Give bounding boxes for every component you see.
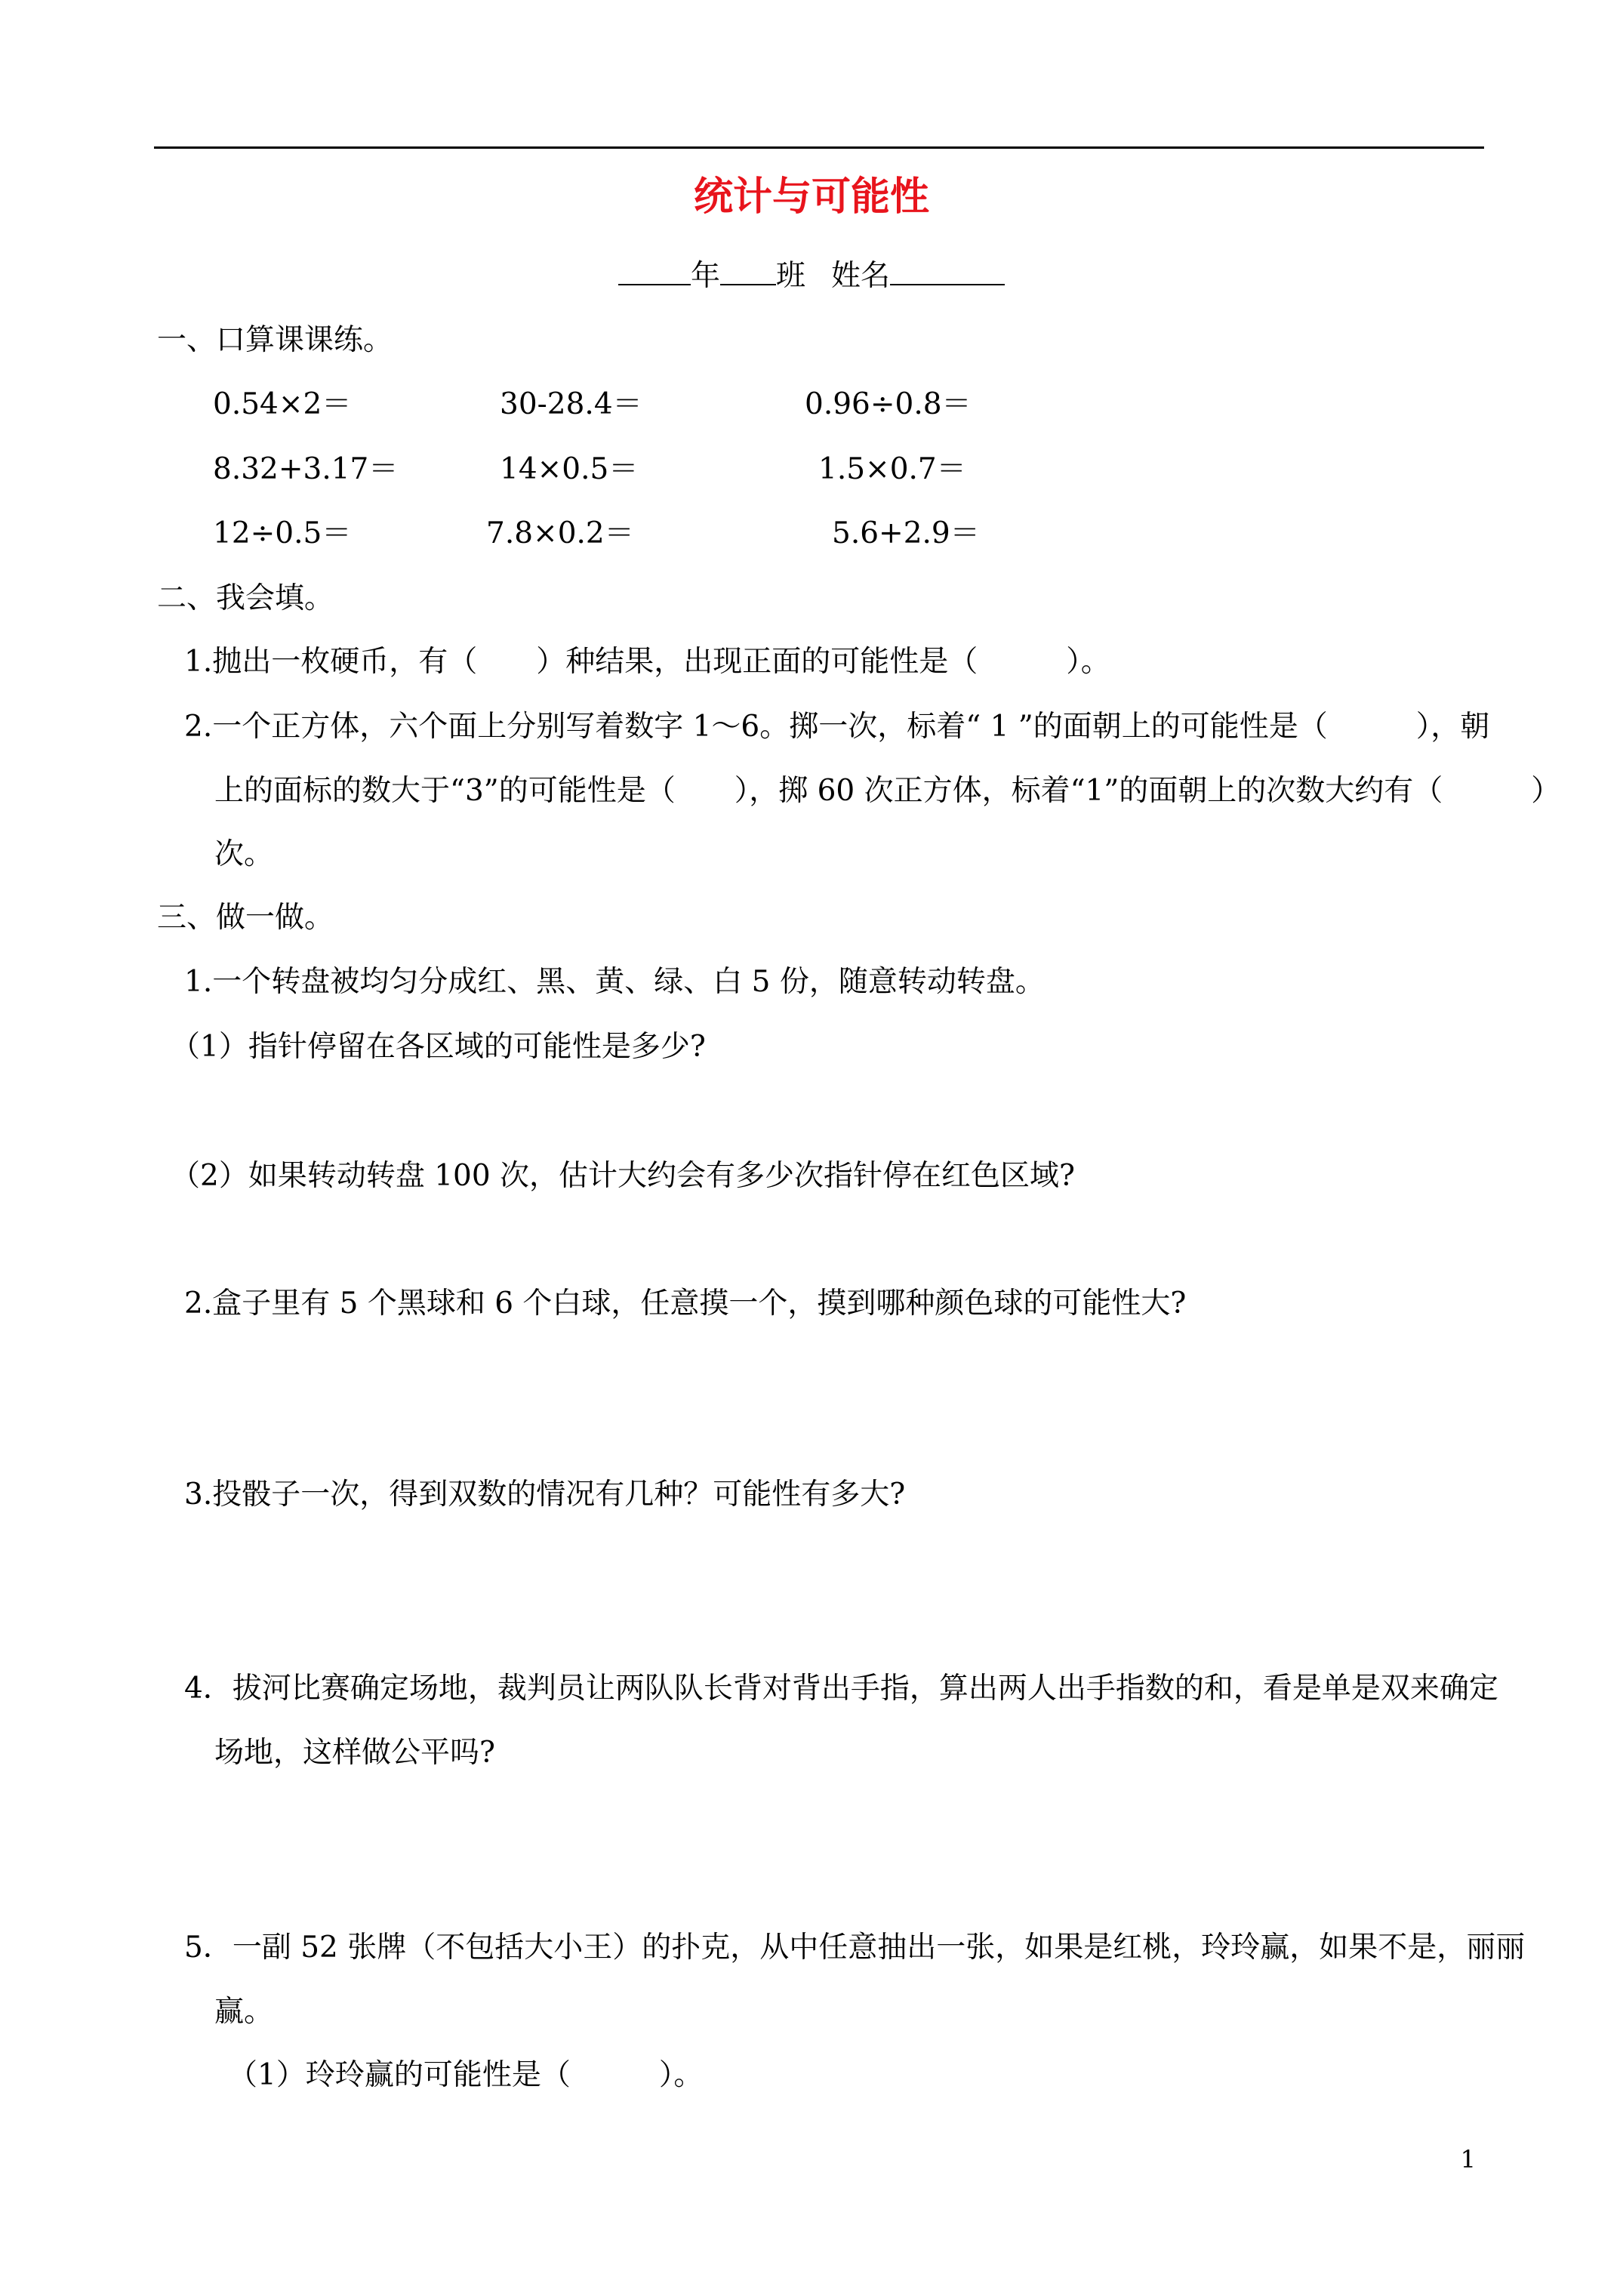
- student-info-line: [0, 255, 1623, 295]
- question-3-5-line2: 赢。: [214, 1995, 274, 2029]
- question-3-4-line1: 4．拔河比赛确定场地，裁判员让两队队长背对背出手指，算出两人出手指数的和，看是单是双来确定: [184, 1672, 1498, 1706]
- question-3-3: 3.投骰子一次，得到双数的情况有几种？可能性有多大?: [184, 1478, 906, 1512]
- calc-item: 7.8×0.2＝: [486, 516, 634, 550]
- question-3-2: 2.盒子里有 5 个黑球和 6 个白球，任意摸一个，摸到哪种颜色球的可能性大?: [184, 1287, 1187, 1321]
- class-blank[interactable]: [720, 255, 776, 285]
- question-3-5-line1: 5．一副 52 张牌（不包括大小王）的扑克，从中任意抽出一张，如果是红桃，玲玲赢，如果不是，丽丽: [184, 1931, 1526, 1965]
- calc-item: 5.6+2.9＝: [832, 516, 980, 550]
- header-rule: [154, 146, 1484, 149]
- question-2-1: 1.抛出一枚硬币，有（ ）种结果，出现正面的可能性是（ ）。: [184, 645, 1110, 679]
- question-3-4-line2: 场地，这样做公平吗?: [214, 1736, 495, 1770]
- question-3-1: 1.一个转盘被均匀分成红、黑、黄、绿、白 5 份，随意转动转盘。: [184, 965, 1045, 999]
- year-label: 年: [690, 259, 720, 293]
- calc-item: 0.54×2＝: [213, 387, 352, 421]
- class-label: 班: [775, 259, 805, 293]
- section3-heading: 三、做一做。: [157, 901, 334, 935]
- question-3-1-part2: （2）如果转动转盘 100 次，估计大约会有多少次指针停在红色区域?: [171, 1159, 1075, 1193]
- question-2-2-line1: 2.一个正方体，六个面上分别写着数字 1～6。掷一次，标着“ 1 ”的面朝上的可能性是（ ），朝: [184, 710, 1490, 744]
- question-2-2-line2: 上的面标的数大于“3”的可能性是（ ），掷 60 次正方体，标着“1”的面朝上的次数大约有（ ）: [214, 774, 1561, 808]
- section2-heading: 二、我会填。: [157, 581, 334, 615]
- page-title: 统计与可能性: [693, 174, 929, 220]
- year-blank[interactable]: [618, 255, 691, 285]
- calc-item: 8.32+3.17＝: [213, 452, 399, 486]
- page-number: 1: [1460, 2145, 1476, 2174]
- question-3-5-part1: （1）玲玲赢的可能性是（ ）。: [228, 2058, 704, 2092]
- name-blank[interactable]: [890, 255, 1005, 285]
- calc-item: 1.5×0.7＝: [818, 452, 966, 486]
- question-2-2-line3: 次。: [214, 837, 274, 871]
- calc-item: 0.96÷0.8＝: [805, 387, 972, 421]
- section1-heading: 一、口算课课练。: [157, 323, 393, 357]
- name-label: 姓名: [831, 259, 891, 293]
- calc-item: 30-28.4＝: [500, 387, 642, 421]
- calc-item: 14×0.5＝: [500, 452, 639, 486]
- question-3-1-part1: （1）指针停留在各区域的可能性是多少?: [171, 1030, 706, 1064]
- calc-item: 12÷0.5＝: [213, 516, 352, 550]
